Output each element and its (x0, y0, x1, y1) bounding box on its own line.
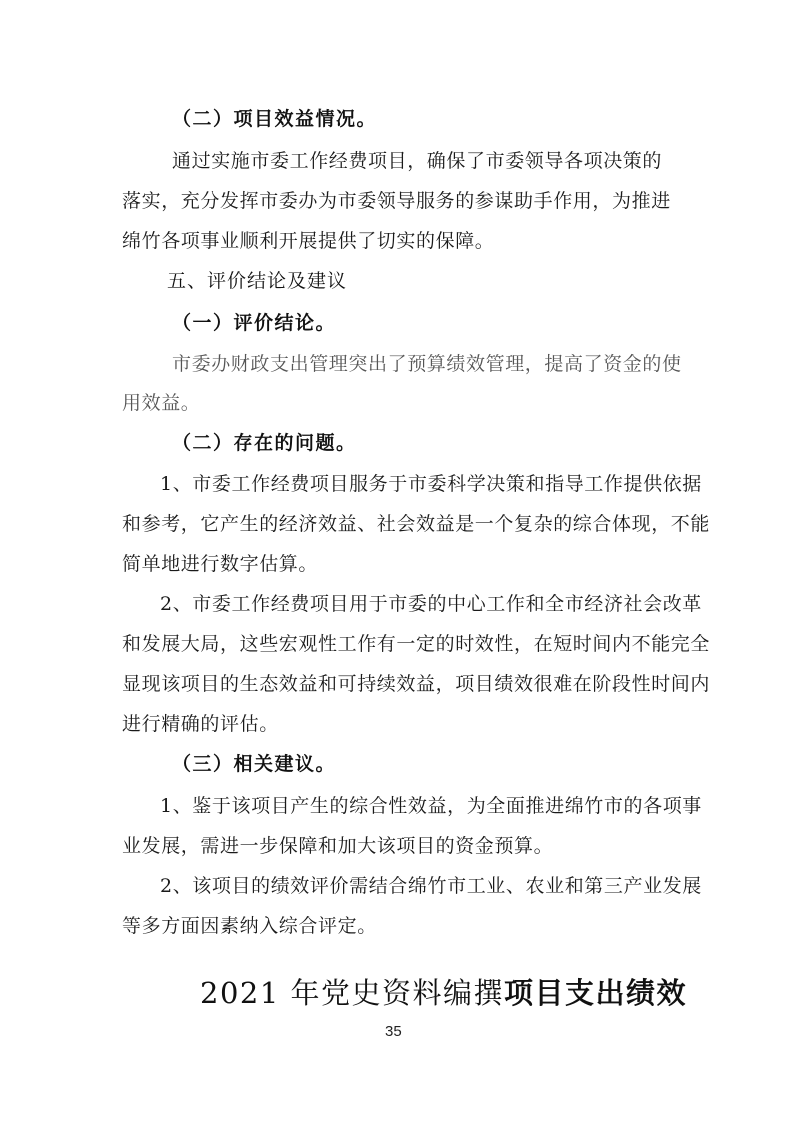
conclusion-paragraph-line-1: 市委办财政支出管理突出了预算绩效管理，提高了资金的使 (172, 353, 682, 375)
problem-1-line-1: 1、市委工作经费项目服务于市委科学决策和指导工作提供依据 (160, 473, 702, 495)
problem-2-line-2: 和发展大局，这些宏观性工作有一定的时效性，在短时间内不能完全 (122, 633, 711, 655)
problem-1-line-3: 简单地进行数字估算。 (122, 553, 319, 575)
suggestion-2-line-1: 2、该项目的绩效评价需结合绵竹市工业、农业和第三产业发展 (160, 875, 702, 897)
problem-1-line-2: 和参考，它产生的经济效益、社会效益是一个复杂的综合体现，不能 (122, 513, 711, 535)
next-title-normal: 2021 年党史资料编撰 (200, 976, 505, 1010)
heading-related-suggestions: （三）相关建议。 (172, 753, 337, 775)
problem-2-line-1: 2、市委工作经费项目用于市委的中心工作和全市经济社会改革 (160, 593, 702, 615)
heading-evaluation-conclusion: （一）评价结论。 (172, 312, 337, 334)
problem-2-line-4: 进行精确的评估。 (122, 713, 279, 735)
heading-existing-problems: （二）存在的问题。 (172, 432, 357, 454)
next-title-bold: 项目支出绩效 (504, 976, 688, 1010)
page-number: 35 (385, 1023, 402, 1040)
suggestion-1-line-1: 1、鉴于该项目产生的综合性效益，为全面推进绵竹市的各项事 (160, 795, 702, 817)
next-section-title (200, 975, 687, 1011)
benefit-paragraph-line-2: 落实，充分发挥市委办为市委领导服务的参谋助手作用，为推进 (122, 190, 671, 212)
suggestion-2-line-2: 等多方面因素纳入综合评定。 (122, 915, 377, 937)
benefit-paragraph-line-1: 通过实施市委工作经费项目，确保了市委领导各项决策的 (172, 150, 663, 172)
problem-2-line-3: 显现该项目的生态效益和可持续效益，项目绩效很难在阶段性时间内 (122, 673, 711, 695)
suggestion-1-line-2: 业发展，需进一步保障和加大该项目的资金预算。 (122, 835, 554, 857)
section-five-heading: 五、评价结论及建议 (167, 270, 348, 292)
benefit-paragraph-line-3: 绵竹各项事业顺利开展提供了切实的保障。 (122, 230, 495, 252)
conclusion-paragraph-line-2: 用效益。 (122, 392, 201, 414)
heading-project-benefit: （二）项目效益情况。 (172, 108, 378, 130)
